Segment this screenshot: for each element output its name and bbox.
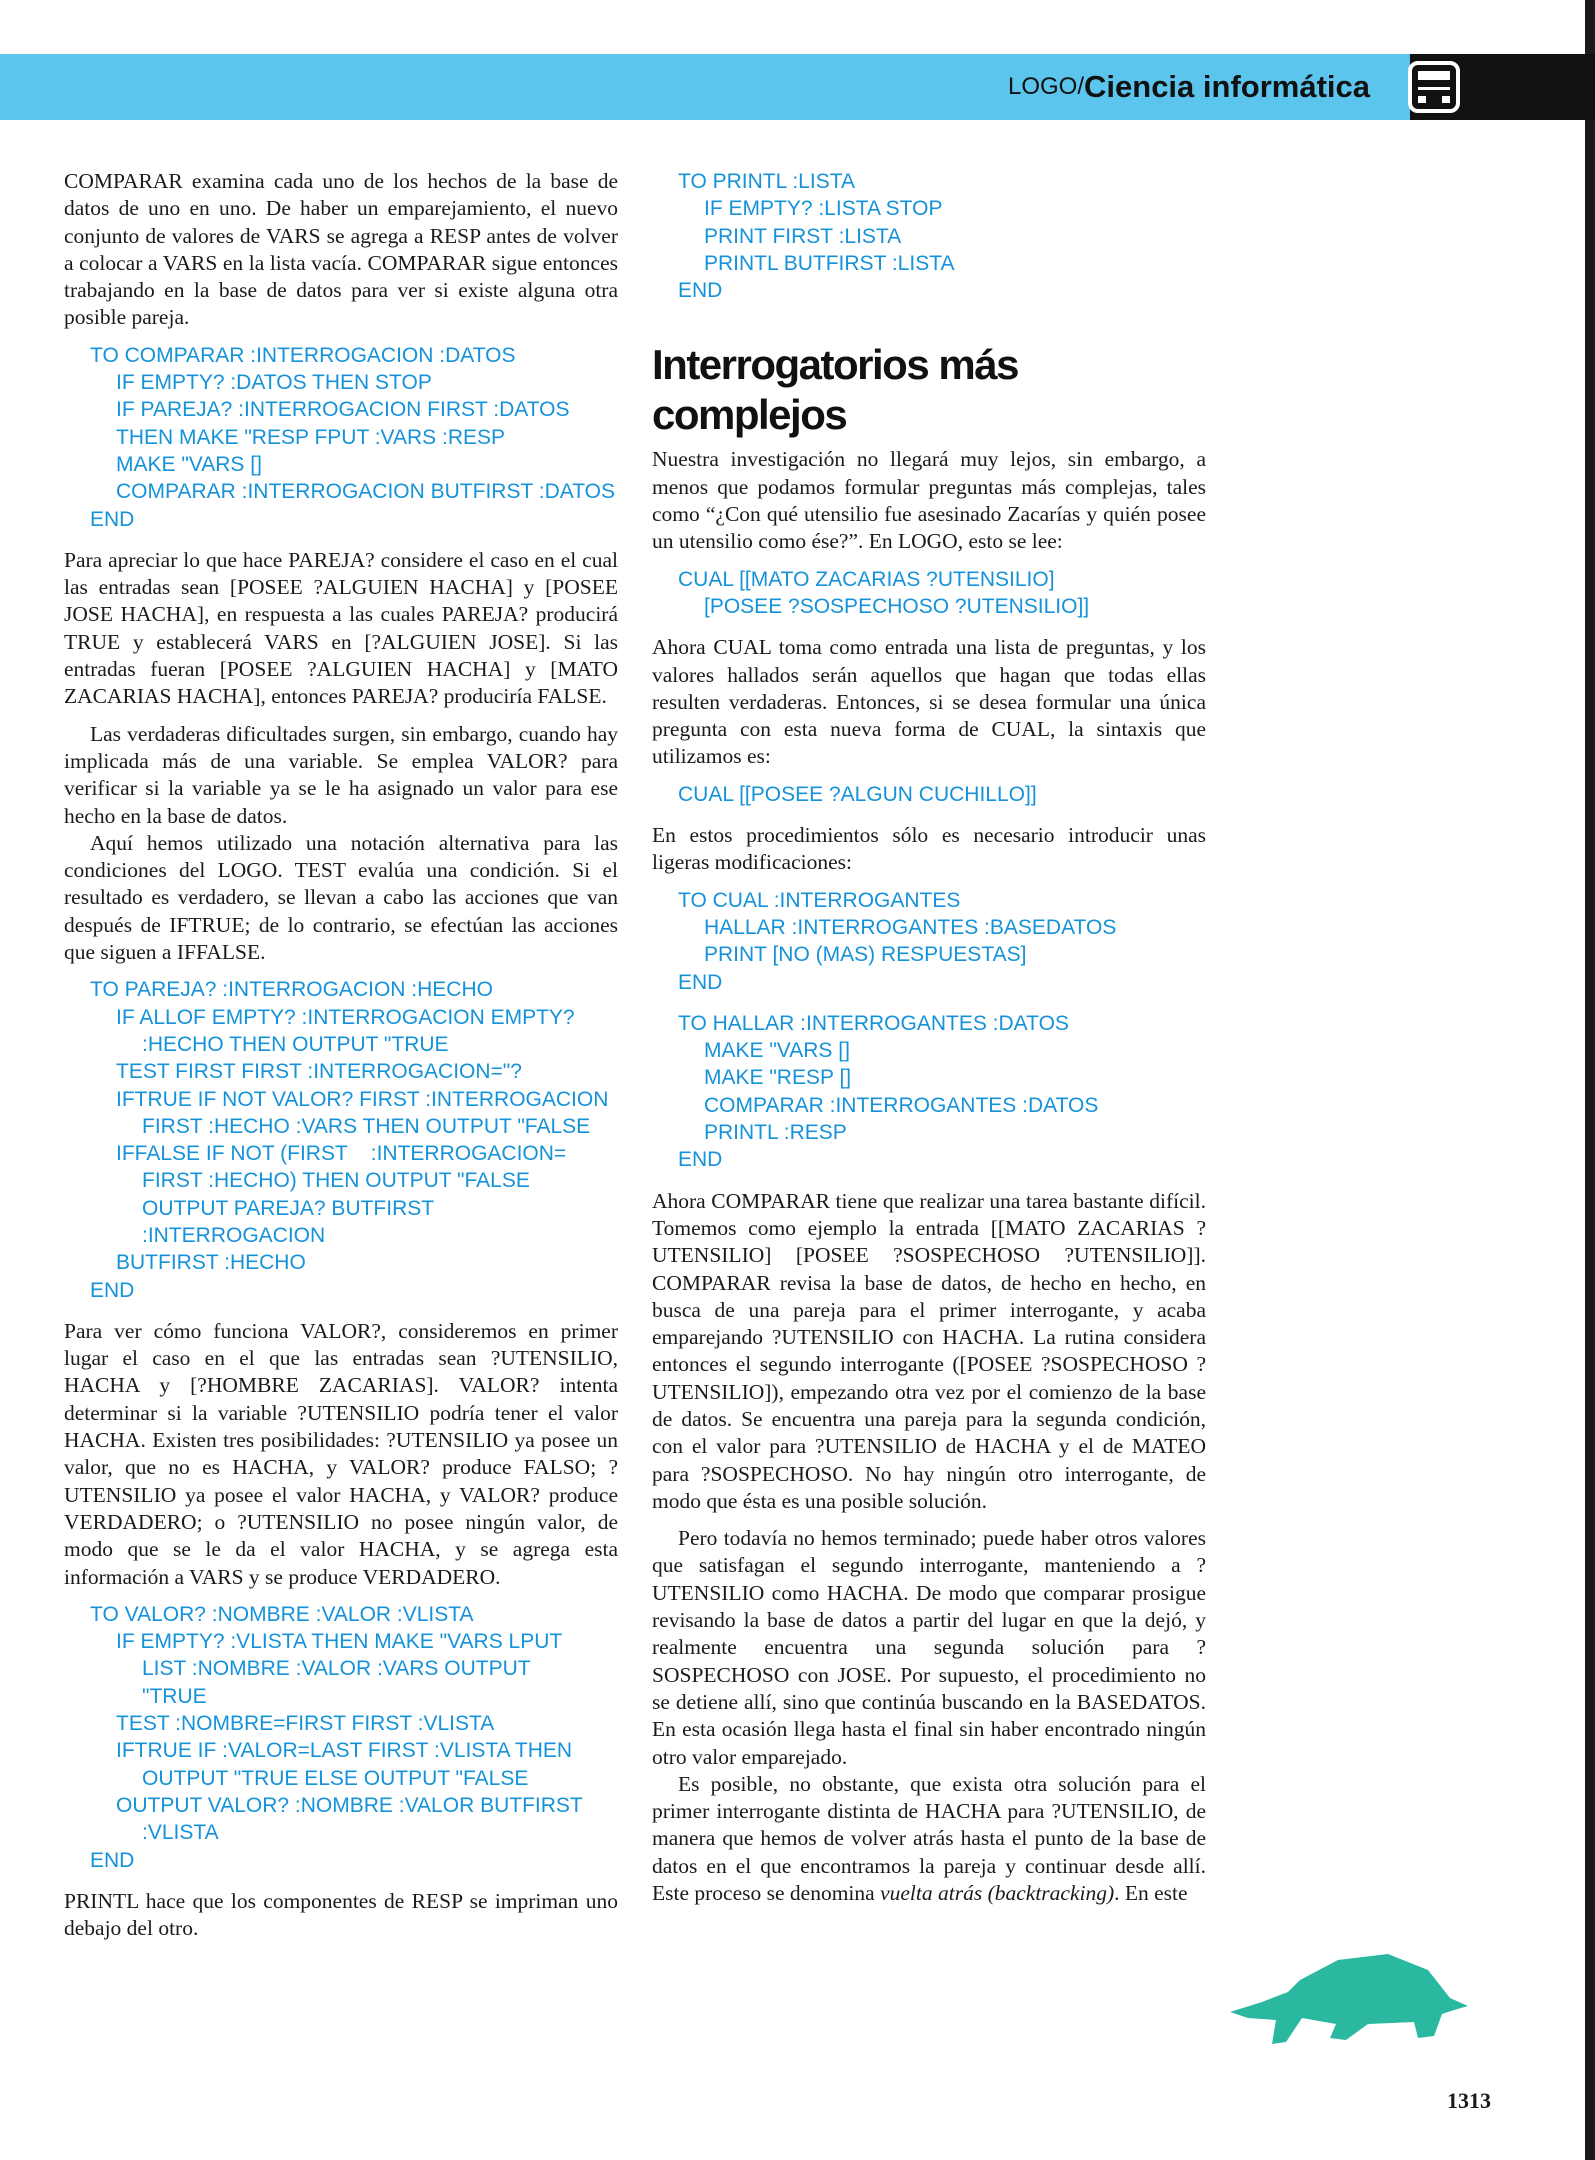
code-line: :HECHO THEN OUTPUT "TRUE xyxy=(142,1032,449,1056)
code-line: TO CUAL :INTERROGANTES xyxy=(678,888,961,912)
code-line: TEST FIRST FIRST :INTERROGACION="? xyxy=(116,1060,522,1084)
code-block-hallar xyxy=(678,1010,1206,1174)
code-line: TO HALLAR :INTERROGANTES :DATOS xyxy=(678,1011,1069,1035)
header-title: Ciencia informática xyxy=(1084,69,1370,104)
code-block-cual-example xyxy=(678,566,1206,621)
code-line: END xyxy=(90,1278,135,1302)
code-line: CUAL [[MATO ZACARIAS ?UTENSILIO] xyxy=(678,567,1055,591)
code-line: END xyxy=(90,1848,135,1872)
code-line: "TRUE xyxy=(142,1684,207,1708)
code-line: END xyxy=(678,970,723,994)
page-number: 1313 xyxy=(1447,2088,1491,2113)
running-header xyxy=(820,54,1370,120)
paragraph: Pero todavía no hemos terminado; puede haber otros valores que satisfagan el segundo interrogante, manteniendo a ?UTENSILIO como HACHA. De modo que comparar prosigue revisando la base de datos a partir del lugar en que la dejó, y realmente encuentra una segunda solución para ?SOSPECHOSO con JOSE. Por supuesto, el procedimiento no se detiene allí, sino que continúa buscando en la BASEDATOS. En esta ocasión llega hasta el final sin haber encontrado ningún otro valor emparejado. xyxy=(652,1526,1206,1769)
code-line: PRINTL BUTFIRST :LISTA xyxy=(704,251,955,275)
code-block-pareja xyxy=(90,976,618,1304)
code-line: :VLISTA xyxy=(142,1821,219,1845)
section-heading: Interrogatorios más complejos xyxy=(652,341,1018,439)
code-block-cual-procedure xyxy=(678,887,1206,996)
code-line: COMPARAR :INTERROGACION BUTFIRST :DATOS xyxy=(116,480,615,504)
code-block-cual-single xyxy=(678,781,1206,808)
code-line: FIRST :HECHO) THEN OUTPUT "FALSE xyxy=(142,1169,530,1193)
code-line: TO VALOR? :NOMBRE :VALOR :VLISTA xyxy=(90,1602,474,1626)
paragraph: Ahora CUAL toma como entrada una lista de preguntas, y los valores hallados serán aquellos que hagan que todas ellas resulten verdaderas. Entonces, si se desea formular una única pregunta con esta nueva forma de CUAL, la sintaxis que utilizamos es: xyxy=(652,635,1206,769)
code-line: PRINTL :RESP xyxy=(704,1121,847,1145)
code-line: MAKE "VARS [] xyxy=(116,452,262,476)
left-column xyxy=(64,168,618,1952)
code-line: [POSEE ?SOSPECHOSO ?UTENSILIO]] xyxy=(704,594,1090,618)
code-line: IFTRUE IF :VALOR=LAST FIRST :VLISTA THEN xyxy=(116,1739,573,1763)
computer-chip-icon xyxy=(1407,60,1461,114)
paragraph: Nuestra investigación no llegará muy lejos, sin embargo, a menos que podamos formular preguntas más complejas, tales como “¿Con qué utensilio fue asesinado Zacarías y quién posee un utensilio como ése?”. En LOGO, esto se lee: xyxy=(652,447,1206,554)
italic-term: vuelta atrás (backtracking) xyxy=(880,1881,1115,1906)
code-line: OUTPUT PAREJA? BUTFIRST xyxy=(142,1196,435,1220)
logo-turtle-icon xyxy=(1228,1940,1473,2050)
paragraph: PRINTL hace que los componentes de RESP se impriman uno debajo del otro. xyxy=(64,1888,618,1941)
code-line: PRINT [NO (MAS) RESPUESTAS] xyxy=(704,943,1027,967)
code-line: IFFALSE IF NOT (FIRST :INTERROGACION= xyxy=(116,1142,567,1166)
code-line: IF ALLOF EMPTY? :INTERROGACION EMPTY? xyxy=(116,1005,575,1029)
code-line: OUTPUT "TRUE ELSE OUTPUT "FALSE xyxy=(142,1766,529,1790)
paragraph: En estos procedimientos sólo es necesario introducir unas ligeras modificaciones: xyxy=(652,823,1206,875)
text-span: Es posible, no obstante, que exista otra solución para el primer interrogante distinta de HACHA para ?UTENSILIO, de manera que hemos de volver atrás hasta el punto de la base de datos en el que encontramos la pareja y continuar desde allí. Este proceso se denomina xyxy=(652,1771,1206,1906)
code-line: CUAL [[POSEE ?ALGUN CUCHILLO]] xyxy=(678,782,1037,806)
code-line: TEST :NOMBRE=FIRST FIRST :VLISTA xyxy=(116,1712,495,1736)
code-line: MAKE "VARS [] xyxy=(704,1039,850,1063)
paragraph: Ahora COMPARAR tiene que realizar una tarea bastante difícil. Tomemos como ejemplo la entrada [[MATO ZACARIAS ?UTENSILIO] [POSEE ?SOSPECHOSO ?UTENSILIO]]. COMPARAR revisa la base de datos, de hecho en hecho, en busca de una pareja para el primer interrogante, y acaba emparejando ?UTENSILIO con HACHA. La rutina considera entonces el segundo interrogante ([POSEE ?SOSPECHOSO ?UTENSILIO]), empezando otra vez por el comienzo de la base de datos. Se encuentra una pareja para la segunda condición, con el valor para ?UTENSILIO de HACHA y el de MATEO para ?SOSPECHOSO. No hay ningún otro interrogante, de modo que ésta es una posible solución. xyxy=(652,1188,1206,1513)
text-span: . En este xyxy=(1114,1881,1188,1906)
code-line: TO COMPARAR :INTERROGACION :DATOS xyxy=(90,343,516,367)
code-line: END xyxy=(678,1148,723,1172)
code-block-printl xyxy=(678,168,1206,304)
code-line: OUTPUT VALOR? :NOMBRE :VALOR BUTFIRST xyxy=(116,1793,583,1817)
code-line: IF EMPTY? :DATOS THEN STOP xyxy=(116,371,432,395)
page-edge-shadow xyxy=(1585,0,1595,2160)
code-line: END xyxy=(90,507,135,531)
code-line: IF EMPTY? :LISTA STOP xyxy=(704,197,943,221)
code-block-comparar xyxy=(90,342,618,533)
code-line: TO PAREJA? :INTERROGACION :HECHO xyxy=(90,978,493,1002)
code-line: MAKE "RESP [] xyxy=(704,1066,852,1090)
right-column xyxy=(652,168,1206,1907)
code-line: FIRST :HECHO :VARS THEN OUTPUT "FALSE xyxy=(142,1114,591,1138)
header-prefix: LOGO/ xyxy=(1007,73,1085,100)
code-line: END xyxy=(678,279,723,303)
paragraph: Para apreciar lo que hace PAREJA? considere el caso en el cual las entradas sean [POSEE ?ALGUIEN HACHA] y [POSEE JOSE HACHA], en respuesta a las cuales PAREJA? producirá TRUE y establecerá VARS en [?ALGUIEN JOSE]. Si las entradas fueran [POSEE ?ALGUIEN HACHA] y [MATO ZACARIAS HACHA], entonces PAREJA? produciría FALSE. xyxy=(64,547,618,709)
code-line: TO PRINTL :LISTA xyxy=(678,170,855,193)
paragraph: Para ver cómo funciona VALOR?, consideremos en primer lugar el caso en el que las entradas sean ?UTENSILIO, HACHA y [?HOMBRE ZACARIAS]. VALOR? intenta determinar si la variable ?UTENSILIO podría tener el valor HACHA. Existen tres posibilidades: ?UTENSILIO ya posee un valor, que no es HACHA, y VALOR? produce FALSO; ?UTENSILIO ya posee el valor HACHA, y VALOR? produce VERDADERO; o ?UTENSILIO no posee ningún valor, de modo que se le da el valor HACHA, y se agrega esta información a VARS y se produce VERDADERO. xyxy=(64,1318,618,1589)
code-line: PRINT FIRST :LISTA xyxy=(704,224,902,248)
code-line: IF EMPTY? :VLISTA THEN MAKE "VARS LPUT xyxy=(116,1630,563,1654)
paragraph: Las verdaderas dificultades surgen, sin embargo, cuando hay implicada más de una variable. Se emplea VALOR? para verificar si la variable ya se le ha asignado un valor para ese hecho en la base de datos. xyxy=(64,721,618,828)
paragraph: Aquí hemos utilizado una notación alternativa para las condiciones del LOGO. TEST evalúa una condición. Si el resultado es verdadero, se llevan a cabo las acciones que van después de IFTRUE; de lo contrario, se efectúan las acciones que siguen a IFFALSE. xyxy=(64,830,618,965)
code-line: :INTERROGACION xyxy=(142,1223,326,1247)
paragraph-last xyxy=(652,1771,1206,1907)
code-line: LIST :NOMBRE :VALOR :VARS OUTPUT xyxy=(142,1657,531,1681)
code-line: BUTFIRST :HECHO xyxy=(116,1251,306,1275)
paragraph: COMPARAR examina cada uno de los hechos de la base de datos de uno en uno. De haber un emparejamiento, el nuevo conjunto de valores de VARS se agrega a RESP antes de volver a colocar a VARS en la lista vacía. COMPARAR sigue entonces trabajando en la base de datos para ver si existe alguna otra posible pareja. xyxy=(64,169,618,330)
code-line: THEN MAKE "RESP FPUT :VARS :RESP xyxy=(116,425,506,449)
code-line: IF PAREJA? :INTERROGACION FIRST :DATOS xyxy=(116,398,570,422)
code-line: IFTRUE IF NOT VALOR? FIRST :INTERROGACION xyxy=(116,1087,609,1111)
code-line: COMPARAR :INTERROGANTES :DATOS xyxy=(704,1093,1099,1117)
code-block-valor xyxy=(90,1601,618,1874)
code-line: HALLAR :INTERROGANTES :BASEDATOS xyxy=(704,915,1117,939)
